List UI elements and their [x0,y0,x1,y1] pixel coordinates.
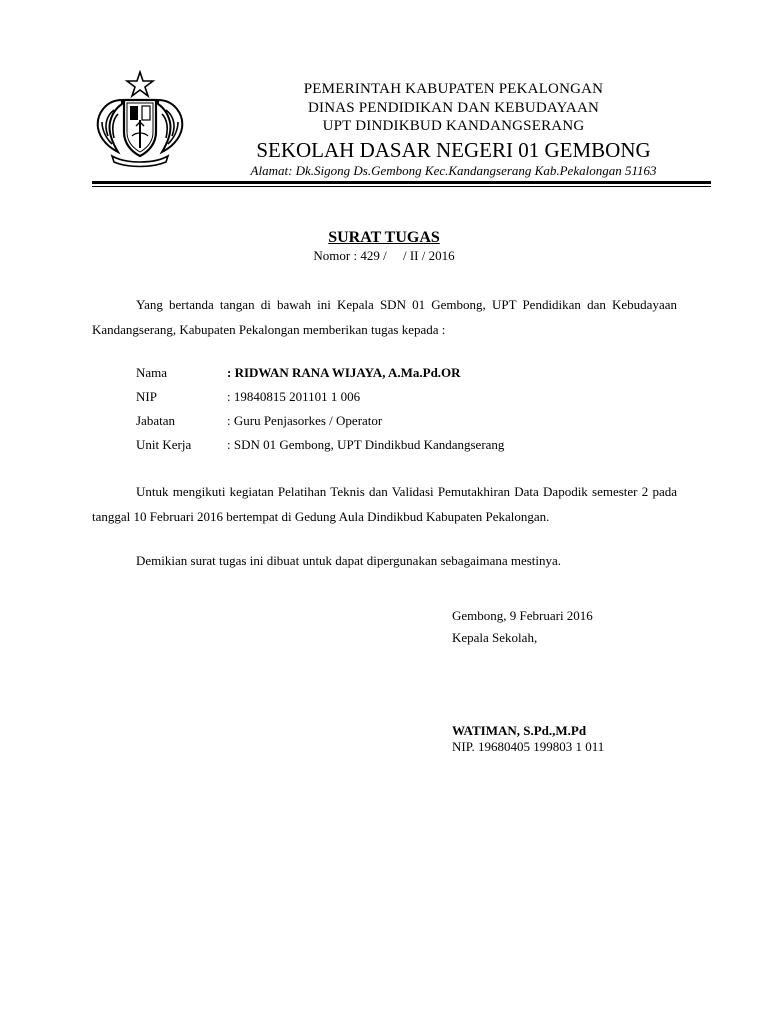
letterhead-divider-thick [92,181,711,184]
closing-text: Demikian surat tugas ini dibuat untuk dapat dipergunakan sebagaimana mestinya. [136,553,562,568]
letterhead-address: Alamat: Dk.Sigong Ds.Gembong Kec.Kandangserang Kab.Pekalongan 51163 [250,162,657,178]
intro-text: Yang bertanda tangan di bawah ini Kepala SDN 01 Gembong, UPT Pendidikan dan Kebudayaan Kandangserang, Kabupaten Pekalongan memberikan tugas kepada : [92,297,677,337]
letterhead-divider-thin [92,186,711,187]
pekalongan-regency-emblem-icon [92,70,188,170]
purpose-text: Untuk mengikuti kegiatan Pelatihan Teknis dan Validasi Pemutakhiran Data Dapodik semester 2 pada tanggal 10 Februari 2016 bertempat di Gedung Aula Dindikbud Kabupaten Pekalongan. [92,484,677,524]
closing-paragraph [92,548,677,573]
signature-nip: NIP. 19680405 199803 1 011 [452,739,605,754]
letterhead-unit: UPT DINDIKBUD KANDANGSERANG [322,118,585,134]
letter-number: Nomor : 429 / / II / 2016 [313,248,455,263]
letterhead-school-name: SEKOLAH DASAR NEGERI 01 GEMBONG [256,137,651,162]
detail-row-nip [136,385,504,409]
detail-label-unit: Unit Kerja [136,437,192,452]
signature-block [452,605,604,755]
detail-value-unit: : SDN 01 Gembong, UPT Dindikbud Kandangserang [227,437,505,452]
detail-label-name: Nama [136,365,168,380]
detail-label-position: Jabatan [136,413,175,428]
detail-label-nip: NIP [136,389,157,404]
detail-value-nip: : 19840815 201101 1 006 [227,389,361,404]
letterhead [200,80,707,179]
letterhead-department: DINAS PENDIDIKAN DAN KEBUDAYAAN [307,99,600,116]
detail-row-position [136,409,504,433]
signature-role: Kepala Sekolah, [452,630,538,645]
assignee-details [136,361,504,457]
detail-value-position: : Guru Penjasorkes / Operator [227,413,383,428]
letter-title-block [0,228,768,264]
purpose-paragraph [92,479,677,529]
detail-row-unit [136,433,504,457]
letterhead-government: PEMERINTAH KABUPATEN PEKALONGAN [303,81,604,97]
signature-name: WATIMAN, S.Pd.,M.Pd [452,723,587,738]
intro-paragraph [92,292,677,342]
detail-row-name [136,361,504,385]
detail-value-name: : RIDWAN RANA WIJAYA, A.Ma.Pd.OR [227,365,461,380]
signature-place-date: Gembong, 9 Februari 2016 [452,608,593,623]
letter-title: SURAT TUGAS [328,229,440,246]
